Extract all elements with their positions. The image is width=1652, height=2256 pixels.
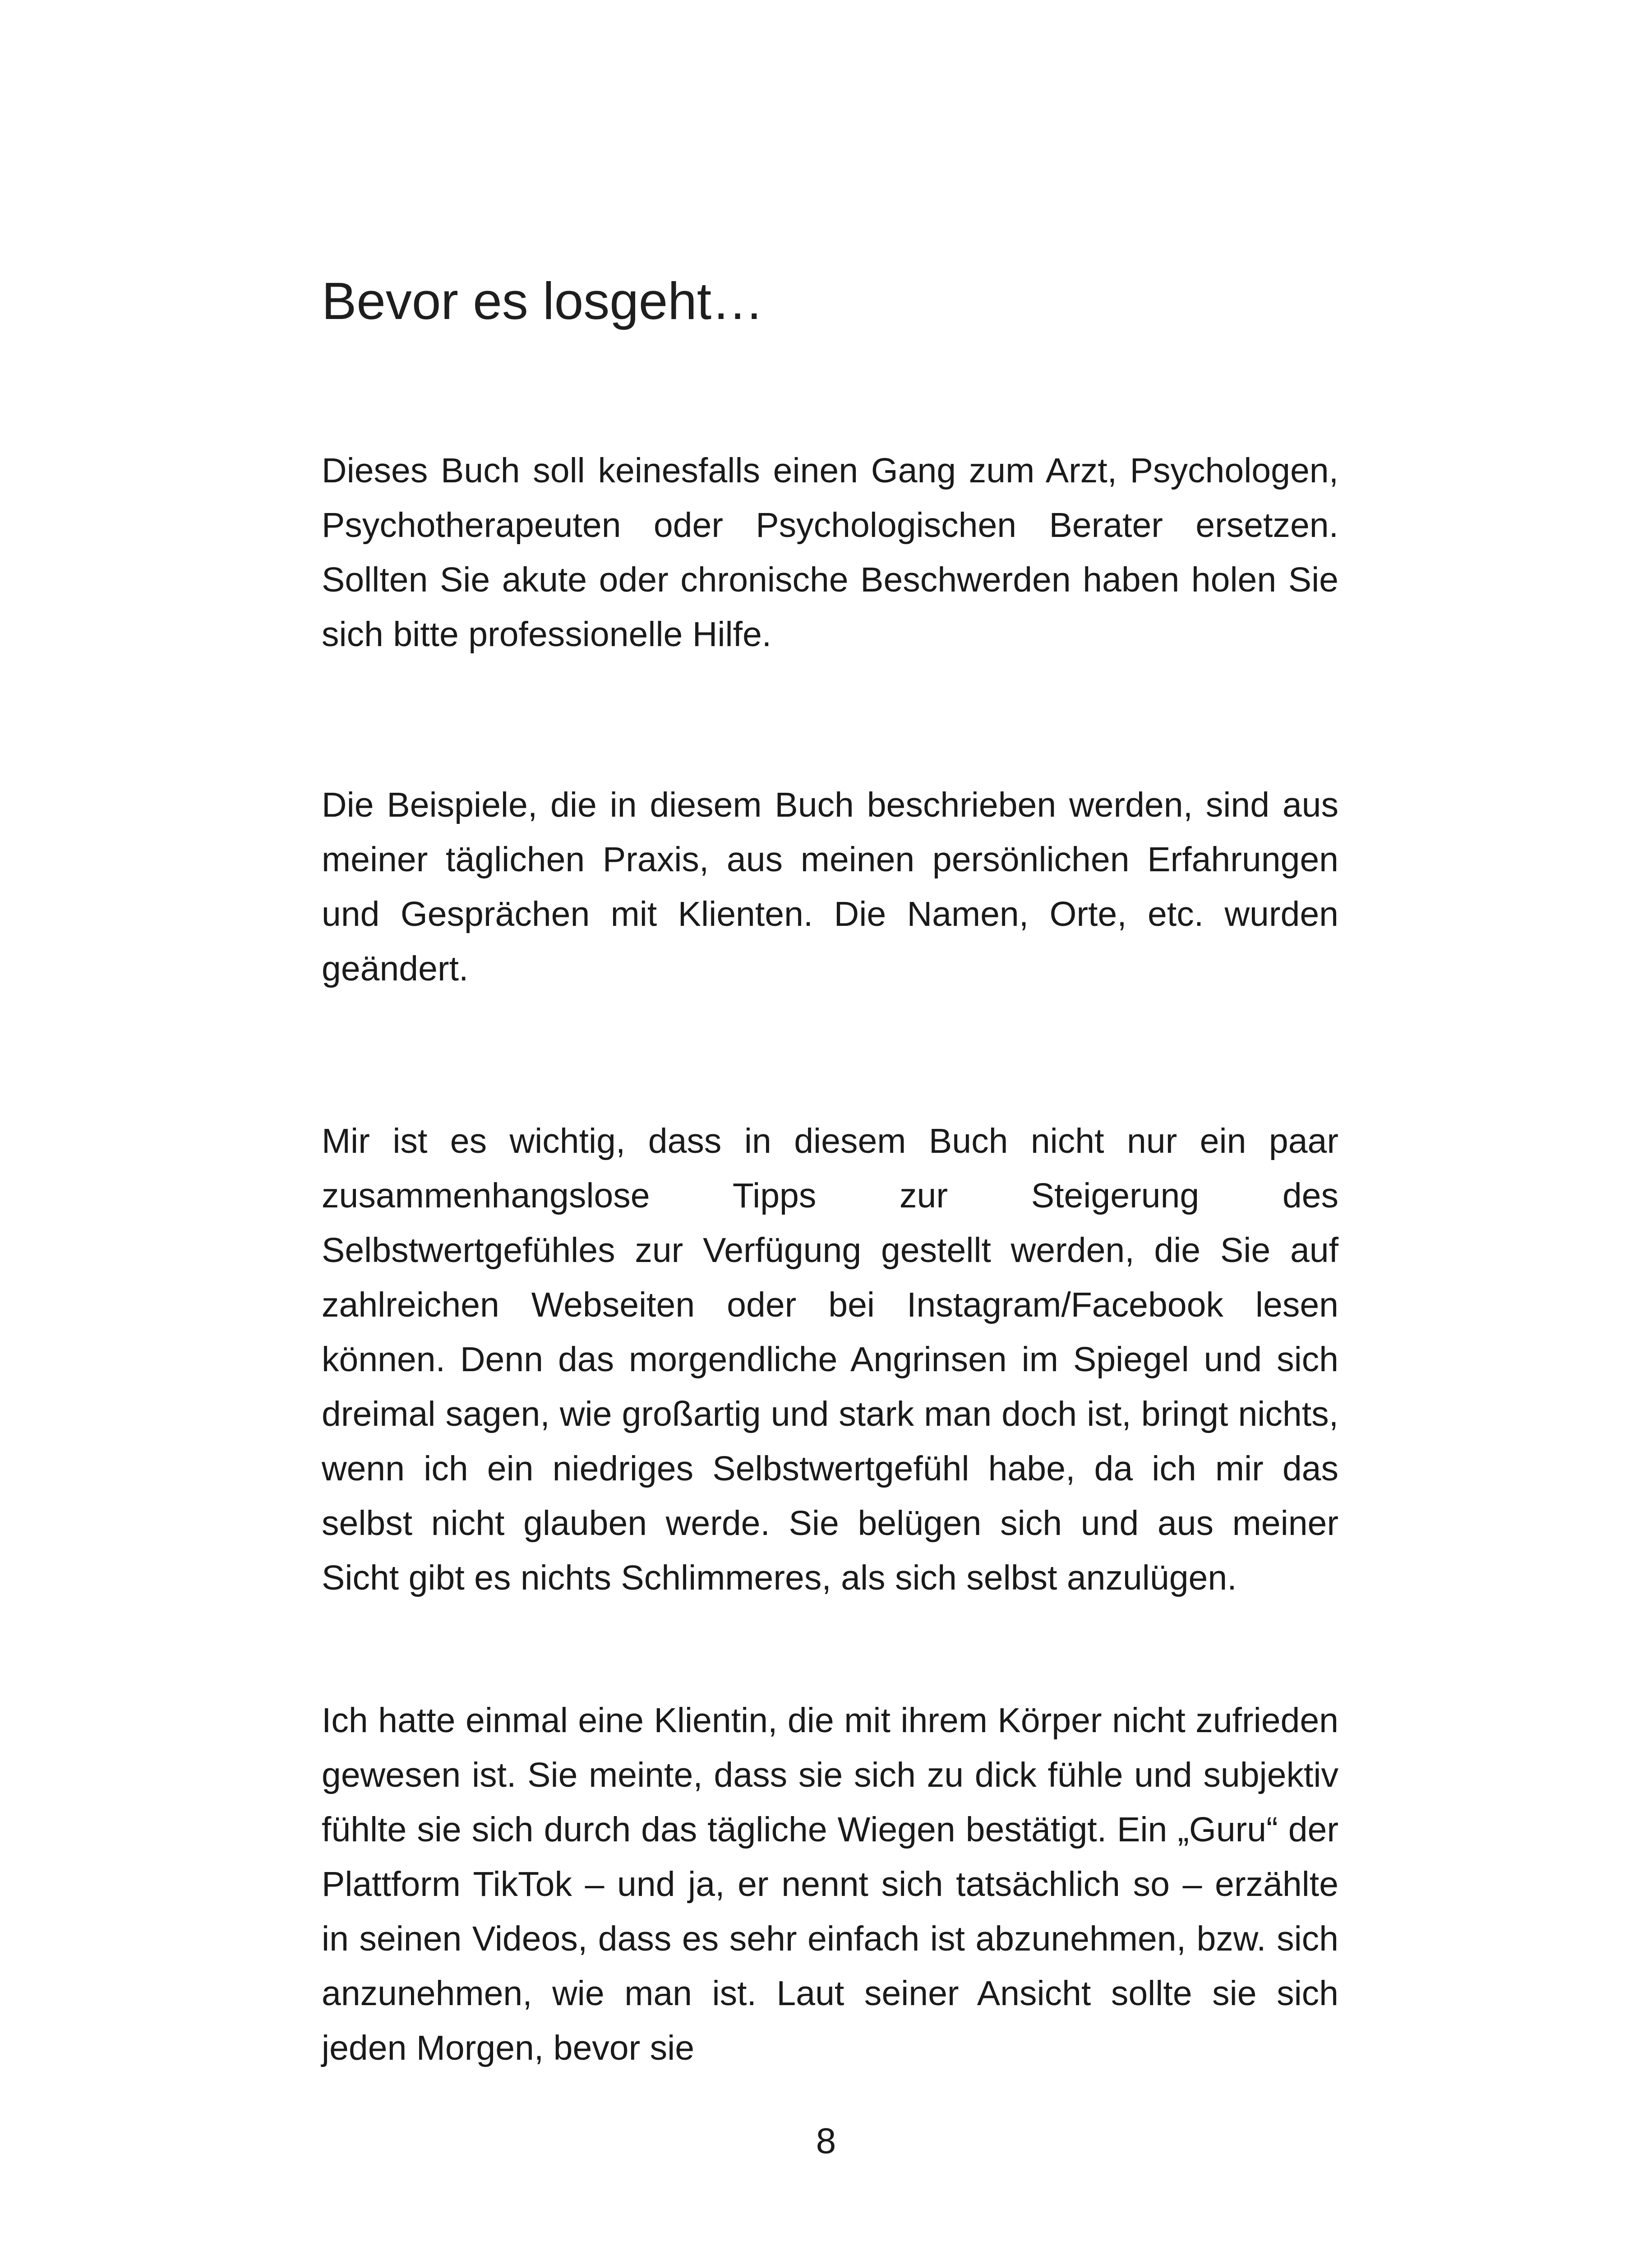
paragraph-intent: Mir ist es wichtig, dass in diesem Buch nicht nur ein paar zusammenhangslose Tipps zur Steigerung des Selbstwertgefühles zur Verfügung gestellt werden, die Sie auf zahlreichen Webseiten oder bei Instagram/Facebook lesen können. Denn das morgendliche Angrinsen im Spiegel und sich dreimal sagen, wie großartig und stark man doch ist, bringt nichts, wenn ich ein niedriges Selbstwertgefühl habe, da ich mir das selbst nicht glauben werde. Sie belügen sich und aus meiner Sicht gibt es nichts Schlimmeres, als sich selbst anzulügen. [322, 1122, 1338, 1597]
paragraph-examples: Die Beispiele, die in diesem Buch beschrieben werden, sind aus meiner täglichen Praxis, aus meinen persönlichen Erfahrungen und Gesprächen mit Klienten. Die Namen, Orte, etc. wurden geändert. [322, 786, 1338, 988]
chapter-heading: Bevor es losgeht… [322, 272, 764, 330]
paragraph-disclaimer: Dieses Buch soll keinesfalls einen Gang zum Arzt, Psychologen, Psychotherapeuten oder Psychologischen Berater ersetzen. Sollten Sie akute oder chronische Beschwerden haben holen Sie sich bitte professionelle Hilfe. [322, 451, 1338, 654]
paragraph-client-story: Ich hatte einmal eine Klientin, die mit ihrem Körper nicht zufrieden gewesen ist. Sie meinte, dass sie sich zu dick fühle und subjektiv fühlte sie sich durch das tägliche Wiegen bestätigt. Ein „Guru“ der Plattform TikTok – und ja, er nennt sich tatsächlich so – erzählte in seinen Videos, dass es sehr einfach ist abzunehmen, bzw. sich anzunehmen, wie man ist. Laut seiner Ansicht sollte sie sich jeden Morgen, bevor sie [322, 1701, 1338, 2067]
page-number: 8 [816, 2121, 836, 2161]
